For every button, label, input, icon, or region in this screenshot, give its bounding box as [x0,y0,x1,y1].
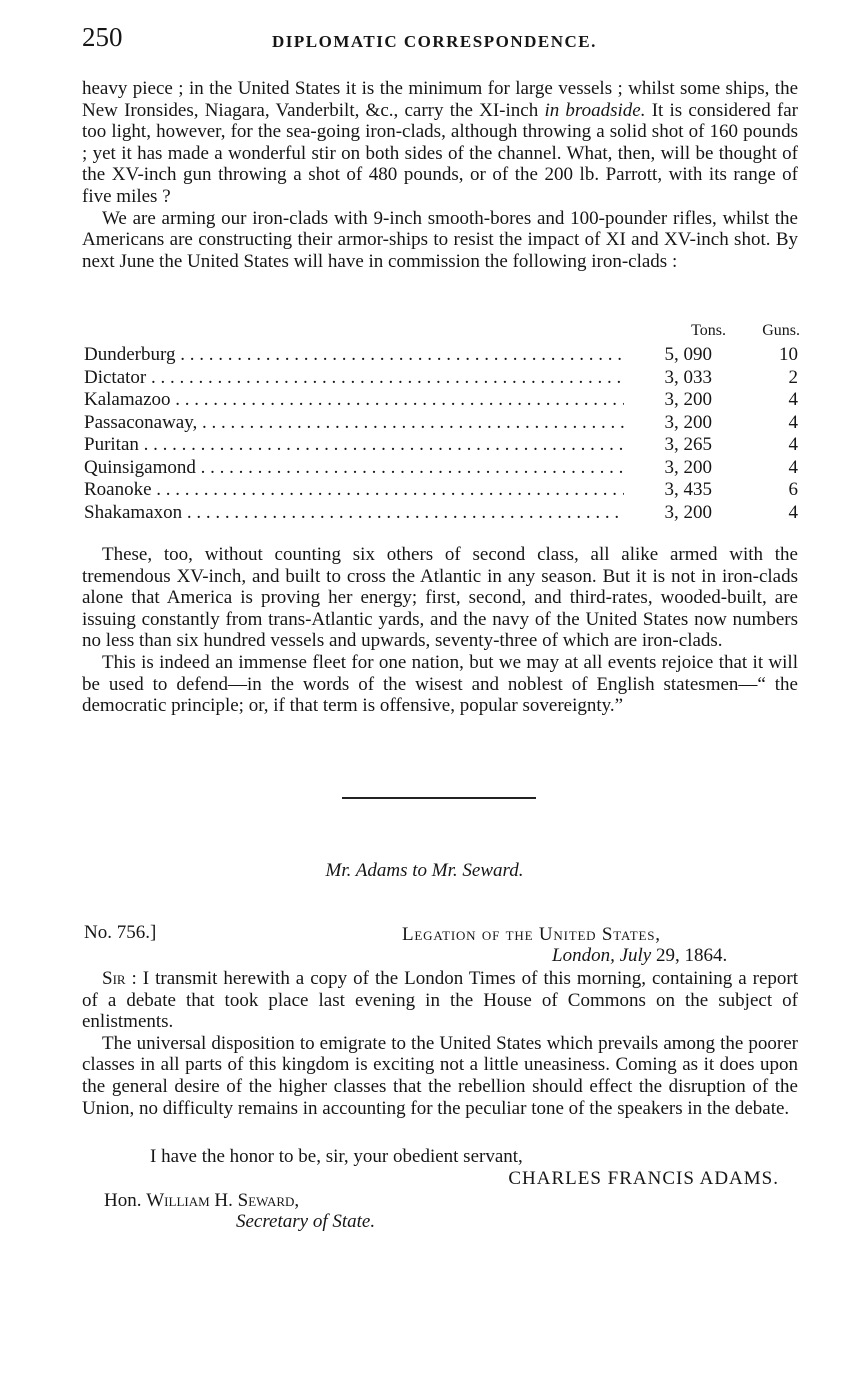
section-divider [342,797,536,799]
table-row: Puritan . . . 3, 265 4 [82,434,798,457]
letter-paragraph: The universal disposition to emigrate to the United States which prevails among the poorer classes in all parts of this kingdom is exciting not a little uneasiness. Coming as it does upon the general desire of the higher classes that the rebellion should effect the disruption of the Union, no difficulty remains in accounting for the peculiar tone of the speakers in the debate. [82,1032,798,1119]
table-row: Dictator . . . 3, 033 2 [82,367,798,390]
addressee-title: Secretary of State. [236,1211,376,1232]
column-header-tons: Tons. [691,322,726,339]
legation-heading: Legation of the United States, [402,924,661,945]
table-row: Roanoke . . . 3, 435 6 [82,479,798,502]
letter-closing: I have the honor to be, sir, your obedient servant, [150,1146,523,1167]
column-header-guns: Guns. [762,322,800,339]
page-number: 250 [82,22,123,52]
ironclads-table [82,322,798,524]
paragraph-rejoice: This is indeed an immense fleet for one nation, but we may at all events rejoice that it will be used to defend—in the words of the wisest and noblest of English statesmen—“ the democratic principle; or, if that term is offensive, popular sovereignty.” [82,651,798,717]
paragraph-arming: We are arming our iron-clads with 9-inch smooth-bores and 100-pounder rifles, whilst the Americans are constructing their armor-ships to resist the impact of XI and XV-inch shot. By next June the United States will have in commission the following iron-clads : [82,207,798,272]
table-row: Quinsigamond . . . 3, 200 4 [82,457,798,480]
letter-paragraph: Sir : I transmit herewith a copy of the London Times of this morning, containing a report of a debate that took place last evening in the House of Commons on the subject of enlistments. [82,968,798,1033]
addressee: Hon. William H. Seward, [104,1190,300,1211]
page-header [82,22,802,56]
letter-dateline: London, July 29, 1864. [552,945,728,966]
table-row: Passaconaway, . . . 3, 200 4 [82,412,798,435]
table-row: Dunderburg . . . 5, 090 10 [82,344,798,367]
letter-body [82,968,798,1119]
table-header [82,322,798,344]
running-title: DIPLOMATIC CORRESPONDENCE. [272,32,597,51]
table-row: Kalamazoo . . . 3, 200 4 [82,389,798,412]
opening-text [82,78,798,272]
letter-title: Mr. Adams to Mr. Seward. [325,860,524,881]
letter-number: No. 756.] [84,922,157,943]
closing-text [82,544,798,717]
paragraph-fleet: These, too, without counting six others of second class, all alike armed with the tremendous XV-inch, and built to cross the Atlantic in any season. But it is not in iron-clads alone that America is proving her energy; first, second, and third-rates, wooded-built, are issuing constantly from trans-Atlantic yards, and the navy of the United States now numbers no less than six hundred vessels and upwards, seventy-three of which are iron-clads. [82,544,798,652]
paragraph-guns: heavy piece ; in the United States it is the minimum for large vessels ; whilst some ships, the New Ironsides, Niagara, Vanderbilt, &c., carry the XI-inch in broadside. It is considered far too light, however, for the sea-going iron-clads, although throwing a solid shot of 160 pounds ; yet it has made a wonderful stir on both sides of the channel. What, then, will be thought of the XV-inch gun throwing a shot of 480 pounds, or of the 200 lb. Parrott, with its range of five miles ? [82,78,798,207]
table-row: Shakamaxon . . . 3, 200 4 [82,502,798,525]
letter-signature: CHARLES FRANCIS ADAMS. [508,1168,779,1189]
